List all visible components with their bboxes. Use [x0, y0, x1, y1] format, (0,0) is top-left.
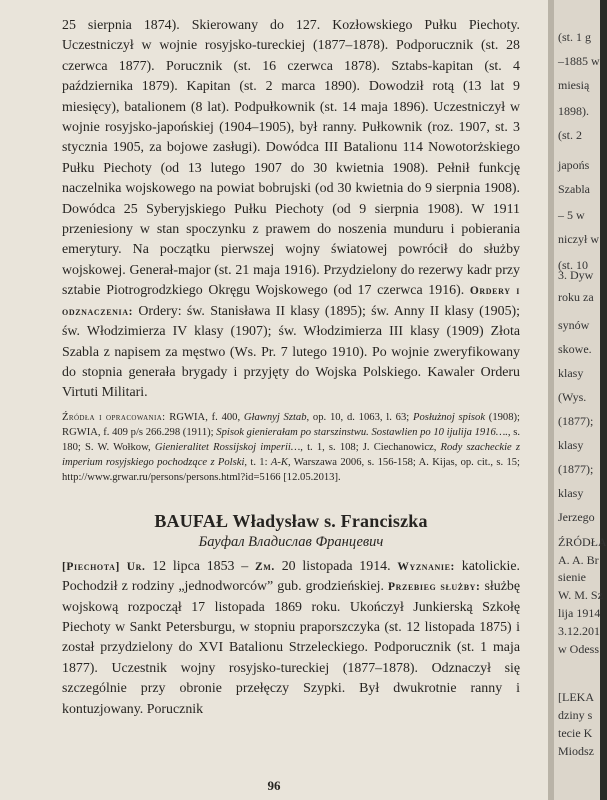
service-label: Przebieg służby: — [388, 581, 481, 594]
page-number: 96 — [267, 778, 281, 793]
sources-title-1: Gławnyj Sztab — [243, 411, 307, 423]
facing-page-line: 3.12.201 — [558, 624, 600, 638]
service-text: służbę wojskową rozpoczął 17 listopada 1869 roku. Ukończył Junkierską Szkołę Piechoty w Sankt Petersburgu, w stopniu praporszczyka (st. 12 listopada 1875) i został przydzielony do XVI Batalionu Strzeleckiego. Podporucznik (st. 1 maja 1877). Uczestnik wojny rosyjsko-tureckiej (1877–1878). Odznaczył się szczególnie przy obronie przełęczy Szypki. Był dwukrotnie ranny i kontuzjowany. Porucznik — [62, 579, 520, 717]
sources-title-6: A-K — [270, 456, 288, 468]
facing-page-line: (st. 10 — [558, 258, 588, 272]
facing-page-line: w Odess — [558, 642, 599, 656]
sources-title-4: Gienieralitet Rossijskoj imperii… — [154, 441, 301, 453]
facing-page-line: skowe. — [558, 342, 592, 356]
facing-page-line: 3. Dyw — [558, 268, 594, 282]
sources-title-2: Posłużnoj spisok — [412, 411, 486, 423]
page-content — [62, 16, 520, 720]
facing-page-line: lija 1914 — [558, 606, 601, 620]
previous-entry-service: 25 sierpnia 1874). Skierowany do 127. Kozłowskiego Pułku Piechoty. Uczestniczył w wojnie rosyjsko-tureckiej (1877–1878). Podporucznik (st. 28 czerwca 1877). Porucznik (st. 16 czerwca 1878). Sztabs-kapitan (st. 4 października 1879). Kapitan (st. 2 marca 1890). Dowodził rotą (13 lat 9 miesięcy), batalionem (8 lat). Podpułkownik (st. 14 maja 1896). Uczestniczył w wojnie rosyjsko-japońskiej (1904–1905), był ranny. Pułkownik (roz. 1907, st. 3 stycznia 1905, za bojowe zasługi). Dowódca III Batalionu 114 Nowotorżskiego Pułku Piechoty (od 13 lutego 1907 do 30 kwietnia 1908). Pełnił funkcję naczelnika wojskowego na powiat bobrujski (od 30 kwietnia do 9 sierpnia 1908). Dowódca 25 Syberyjskiego Pułku Piechoty (od 9 sierpnia 1908). W 1911 przeniesiony w stan spoczynku z prawem do noszenia munduru i pobierania emerytury. Na początku pierwszej wojny światowej powrócił do służby wojskowej. Generał-major (st. 21 maja 1916). Przydzielony do rezerwy kadr przy sztabie Piotrogrodzkiego Okręgu Wojskowego (od 17 czerwca 1916). — [62, 18, 520, 299]
sources-part-7: , Warszawa 2006, s. 156-158; A. Kijas, op. cit., s. 15; http://www.grwar.ru/persons/persons.html?id=5166 [12.05.2013]. — [62, 456, 520, 483]
facing-page-line: (1877); — [558, 414, 594, 428]
facing-page-fragment — [554, 0, 607, 800]
sources-title-5: Rody szacheckie z imperium rosyjskiego pochodzące z Polski — [62, 441, 521, 468]
died-text: 20 listopada 1914. — [274, 558, 398, 574]
facing-page-line: tecie K — [558, 726, 593, 740]
entry-subtitle-cyrillic: Бауфал Владислав Францевич — [198, 533, 384, 550]
born-text: 12 lipca 1853 – — [145, 558, 255, 574]
facing-page-line: klasy — [558, 366, 584, 380]
entry-title: BAUFAŁ Władysław s. Franciszka — [154, 510, 428, 531]
facing-page-line: synów — [558, 318, 590, 332]
facing-page-line: roku za — [558, 290, 594, 304]
facing-page-line: – 5 w — [558, 208, 585, 222]
religion-label: Wyznanie: — [397, 560, 455, 573]
sources-part-5: , t. 1, s. 108; J. Ciechanowicz, — [300, 441, 441, 453]
religion-text: katolickie. Pochodził z rodziny „jednodworców” gub. grodzieńskiej. — [62, 558, 520, 595]
sources-part-3: (1908); RGWIA, f. 409 p/s 266.298 (1911); — [62, 411, 520, 438]
facing-page-line: Szabla — [558, 182, 590, 196]
facing-page-line: dziny s — [558, 708, 593, 722]
facing-page-line: klasy — [558, 438, 584, 452]
facing-page-line: [LEKA — [558, 690, 594, 704]
born-label: Ur. — [126, 560, 146, 573]
facing-page-line: (1877); — [558, 462, 594, 476]
facing-page-line: niczył w — [558, 232, 599, 246]
sources-title-3: Spisok gienierałam po starszinstwu. Sostawlien po 10 ijulija 1916…. — [216, 426, 508, 438]
sources-note — [62, 410, 520, 485]
facing-page-line: Miodsz — [558, 744, 594, 758]
arm-label: [Piechota] — [62, 560, 120, 573]
facing-page-line: miesią — [558, 78, 590, 92]
sources-label: Źródła i opracowania: — [62, 411, 166, 423]
orders-label: Ordery i odznaczenia: — [62, 285, 520, 318]
previous-entry-text — [62, 16, 520, 404]
facing-page-line: Jerzego — [558, 510, 595, 524]
facing-page-line: (st. 1 g — [558, 30, 591, 44]
sources-part-2: , op. 10, d. 1063, l. 63; — [306, 411, 413, 423]
sources-part-6: , t. 1: — [244, 456, 271, 468]
facing-page-line: W. M. Sz — [558, 588, 603, 602]
died-label: Zm. — [255, 560, 275, 573]
facing-page-line: (Wys. — [558, 390, 587, 404]
facing-page-line: (st. 2 — [558, 128, 582, 142]
facing-page-line: A. A. Br — [558, 553, 599, 567]
previous-entry-orders: Ordery: św. Stanisława II klasy (1895); św. Anny II klasy (1905); św. Włodzimierza IV klasy (1907); św. Włodzimierza III klasy (1909) Złota Szabla z napisem za męstwo (Ws. Pr. 7 lutego 1910). Po wojnie zweryfikowany do stopnia generała brygady i przyjęty do Wojska Polskiego. Kawaler Orderu Virtuti Militari. — [62, 303, 520, 401]
facing-page-line: –1885 w — [558, 54, 600, 68]
facing-page-line: sienie — [558, 570, 586, 584]
sources-part-1: RGWIA, f. 400, — [165, 411, 244, 423]
facing-page-line: japońs — [558, 158, 590, 172]
facing-page-line: 1898). — [558, 104, 589, 118]
facing-page-line: klasy — [558, 486, 584, 500]
facing-page-line: ŹRÓDŁA — [558, 535, 607, 549]
sources-part-4: , s. 180; S. W. Wołkow, — [62, 426, 520, 453]
entry-text — [62, 557, 520, 720]
